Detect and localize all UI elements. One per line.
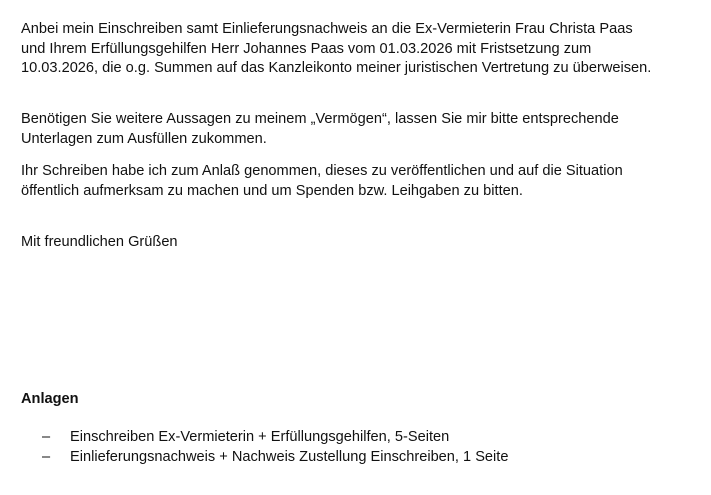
paragraph-line: öffentlich aufmerksam zu machen und um Spenden bzw. Leihgaben zu bitten. bbox=[21, 182, 523, 199]
paragraph-line: 10.03.2026, die o.g. Summen auf das Kanzleikonto meiner juristischen Vertretung zu überweisen. bbox=[21, 60, 652, 76]
letter-paragraph-publication bbox=[21, 162, 701, 201]
letter-paragraph-assets bbox=[21, 110, 701, 149]
paragraph-line: und Ihrem Erfüllungsgehilfen Herr Johannes Paas vom 01.03.2026 mit Fristsetzung zum bbox=[21, 40, 592, 57]
paragraph-line: Benötigen Sie weitere Aussagen zu meinem „Vermögen“, lassen Sie mir bitte entsprechende bbox=[21, 111, 619, 127]
paragraph-line: Unterlagen zum Ausfüllen zukommen. bbox=[21, 130, 267, 147]
bullet-dash: – bbox=[42, 429, 51, 445]
attachment-item bbox=[0, 428, 711, 448]
attachments-list bbox=[0, 428, 711, 467]
attachments-heading: Anlagen bbox=[21, 391, 79, 407]
letter-closing: Mit freundlichen Grüßen bbox=[21, 234, 178, 250]
attachment-label: Einlieferungsnachweis + Nachweis Zustellung Einschreiben, 1 Seite bbox=[70, 448, 509, 465]
letter-paragraph-delivery bbox=[21, 20, 701, 79]
paragraph-line: Anbei mein Einschreiben samt Einlieferungsnachweis an die Ex-Vermieterin Frau Christa Paas bbox=[21, 21, 633, 37]
attachment-item bbox=[0, 448, 711, 468]
bullet-dash: – bbox=[42, 448, 51, 465]
attachment-label: Einschreiben Ex-Vermieterin + Erfüllungsgehilfen, 5-Seiten bbox=[70, 429, 450, 445]
paragraph-line: Ihr Schreiben habe ich zum Anlaß genommen, dieses zu veröffentlichen und auf die Situation bbox=[21, 163, 623, 179]
